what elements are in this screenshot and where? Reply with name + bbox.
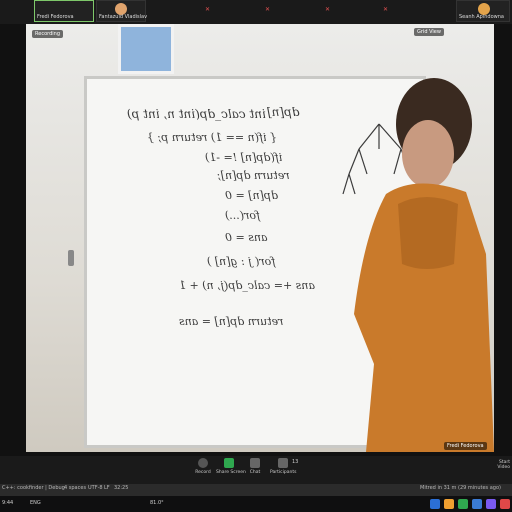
status-lang: C++: cookfinder | Debug	[2, 485, 65, 491]
whiteboard-line: dp[n] = 0	[225, 189, 278, 202]
status-bar	[0, 484, 512, 496]
whiteboard-line: return dp[n] = ans	[179, 315, 284, 328]
participants-strip	[0, 0, 512, 24]
participants-icon	[278, 458, 288, 468]
status-eol: LF	[104, 485, 110, 491]
participants-button[interactable]: Participants	[270, 458, 296, 475]
whiteboard-line: ans = 0	[225, 231, 268, 244]
mic-muted-icon: ✕	[205, 6, 211, 13]
status-indent: 4 spaces	[64, 485, 87, 491]
whiteboard-line: return dp[n];	[217, 169, 290, 182]
whiteboard-line: dp[n]	[267, 105, 300, 119]
app-icon[interactable]	[500, 499, 510, 509]
app-icon[interactable]	[458, 499, 468, 509]
share-screen-button[interactable]: Share Screen	[216, 458, 242, 475]
participants-count: 13	[292, 459, 299, 465]
status-encoding: UTF-8	[88, 485, 103, 491]
taskbar	[0, 496, 512, 512]
whiteboard-line: ans += calc_dp(j, n) + 1	[179, 279, 315, 292]
status-position: 32:25	[114, 485, 129, 491]
participant-name: Fantazuid Vladislav	[99, 14, 148, 20]
record-icon	[198, 458, 208, 468]
grid-view-button[interactable]: Grid View	[414, 28, 444, 36]
status-message: Mitred in 31 m (29 minutes ago)	[420, 485, 501, 491]
files-icon[interactable]	[444, 499, 454, 509]
participant-name: Fredi Fedorova	[37, 14, 74, 20]
mic-muted-icon: ✕	[265, 6, 271, 13]
taskbar-clock: 9:44	[2, 500, 14, 506]
app-icon[interactable]	[486, 499, 496, 509]
speaker-name-badge: Fredi Fedorova	[444, 442, 487, 450]
record-button[interactable]: Record	[190, 458, 216, 475]
room-window	[118, 24, 174, 74]
whiteboard-line: if(dp[n] != -1)	[205, 151, 283, 164]
whiteboard-line: for(...)	[225, 209, 261, 222]
chat-button[interactable]: Chat	[242, 458, 268, 475]
mic-muted-icon: ✕	[325, 6, 331, 13]
app-icon[interactable]	[472, 499, 482, 509]
presenter	[346, 64, 494, 452]
participant-tile[interactable]	[34, 0, 94, 22]
mic-muted-icon: ✕	[383, 6, 389, 13]
share-screen-icon	[224, 458, 234, 468]
whiteboard-line: for( j : g[n] )	[207, 255, 276, 268]
active-speaker-video[interactable]	[26, 24, 494, 452]
start-video-button[interactable]: Start Video	[497, 460, 510, 470]
prev-page-button[interactable]	[68, 250, 74, 266]
recording-indicator[interactable]: Recording	[32, 30, 63, 38]
participant-name: Seanh Apindowna	[459, 14, 504, 20]
chat-icon	[250, 458, 260, 468]
participant-tile[interactable]	[96, 0, 146, 22]
meeting-controls	[0, 456, 512, 484]
taskbar-language: ENG	[30, 500, 41, 506]
participant-tile[interactable]	[456, 0, 510, 22]
taskbar-weather: 81.0°	[150, 500, 164, 506]
whiteboard-line: { if(n == 1) return p; }	[147, 131, 278, 144]
browser-icon[interactable]	[430, 499, 440, 509]
whiteboard-line: int calc_dp(int n, int p)	[127, 107, 266, 121]
